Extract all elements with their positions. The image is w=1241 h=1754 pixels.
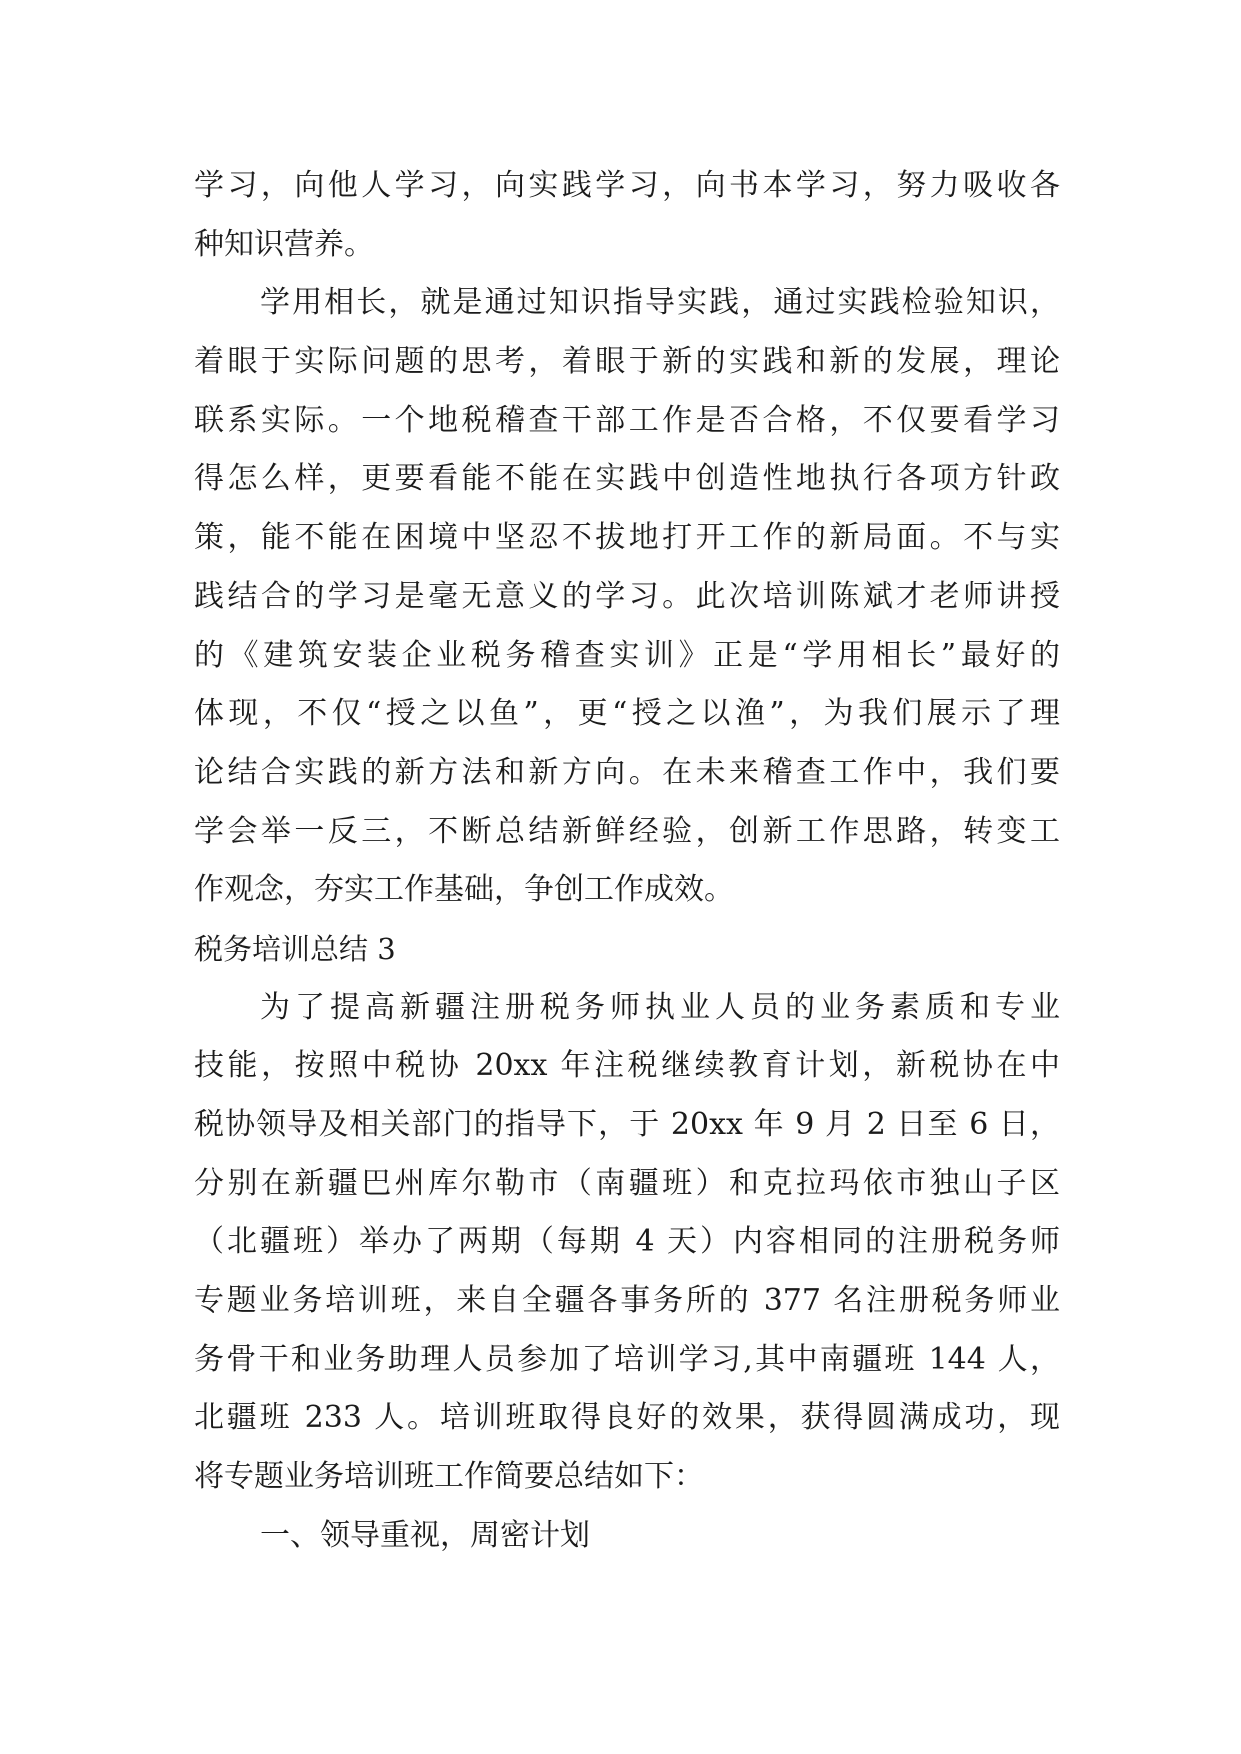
text-line: 学习，向他人学习，向实践学习，向书本学习，努力吸收各	[194, 168, 1060, 203]
text-line: 税协领导及相关部门的指导下，于 20xx 年 9 月 2 日至 6 日，	[194, 1107, 1060, 1142]
paragraph	[194, 979, 1060, 1507]
text-line: 策，能不能在困境中坚忍不拔地打开工作的新局面。不与实	[194, 520, 1060, 556]
text-line: 务骨干和业务助理人员参加了培训学习,其中南疆班 144 人，	[194, 1341, 1060, 1377]
paragraph	[194, 157, 1060, 274]
text-line: 种知识营养。	[194, 226, 374, 262]
text-line: 联系实际。一个地税稽查干部工作是否合格，不仅要看学习	[194, 402, 1060, 438]
text-line: 践结合的学习是毫无意义的学习。此次培训陈斌才老师讲授	[194, 578, 1060, 614]
text-line: 学会举一反三，不断总结新鲜经验，创新工作思路，转变工	[194, 813, 1060, 849]
section-title: 税务培训总结 3	[194, 931, 396, 966]
text-line: （北疆班）举办了两期（每期 4 天）内容相同的注册税务师	[194, 1224, 1060, 1260]
text-line: 分别在新疆巴州库尔勒市（南疆班）和克拉玛依市独山子区	[194, 1165, 1060, 1201]
paragraph	[194, 274, 1060, 920]
text-line: 论结合实践的新方法和新方向。在未来稽查工作中，我们要	[194, 754, 1060, 790]
text-line: 专题业务培训班，来自全疆各事务所的 377 名注册税务师业	[194, 1283, 1060, 1319]
text-line: 将专题业务培训班工作简要总结如下：	[194, 1459, 704, 1495]
text-line: 体现，不仅“授之以鱼”，更“授之以渔”，为我们展示了理	[194, 696, 1060, 732]
text-line: 得怎么样，更要看能不能在实践中创造性地执行各项方针政	[194, 461, 1060, 497]
text-line: 技能，按照中税协 20xx 年注税继续教育计划，新税协在中	[194, 1048, 1060, 1084]
text-line: 着眼于实际问题的思考，着眼于新的实践和新的发展，理论	[194, 344, 1060, 380]
subsection-heading: 一、领导重视，周密计划	[260, 1517, 590, 1553]
text-line: 学用相长，就是通过知识指导实践，通过实践检验知识，	[260, 285, 1060, 321]
text-line: 北疆班 233 人。培训班取得良好的效果，获得圆满成功，现	[194, 1400, 1060, 1436]
text-line: 的《建筑安装企业税务稽查实训》正是“学用相长”最好的	[194, 637, 1060, 673]
section-title-block	[194, 920, 1060, 979]
document-body	[194, 157, 1060, 1566]
subsection-heading-block	[194, 1507, 1060, 1566]
text-line: 作观念，夯实工作基础，争创工作成效。	[194, 872, 734, 908]
text-line: 为了提高新疆注册税务师执业人员的业务素质和专业	[260, 989, 1060, 1025]
